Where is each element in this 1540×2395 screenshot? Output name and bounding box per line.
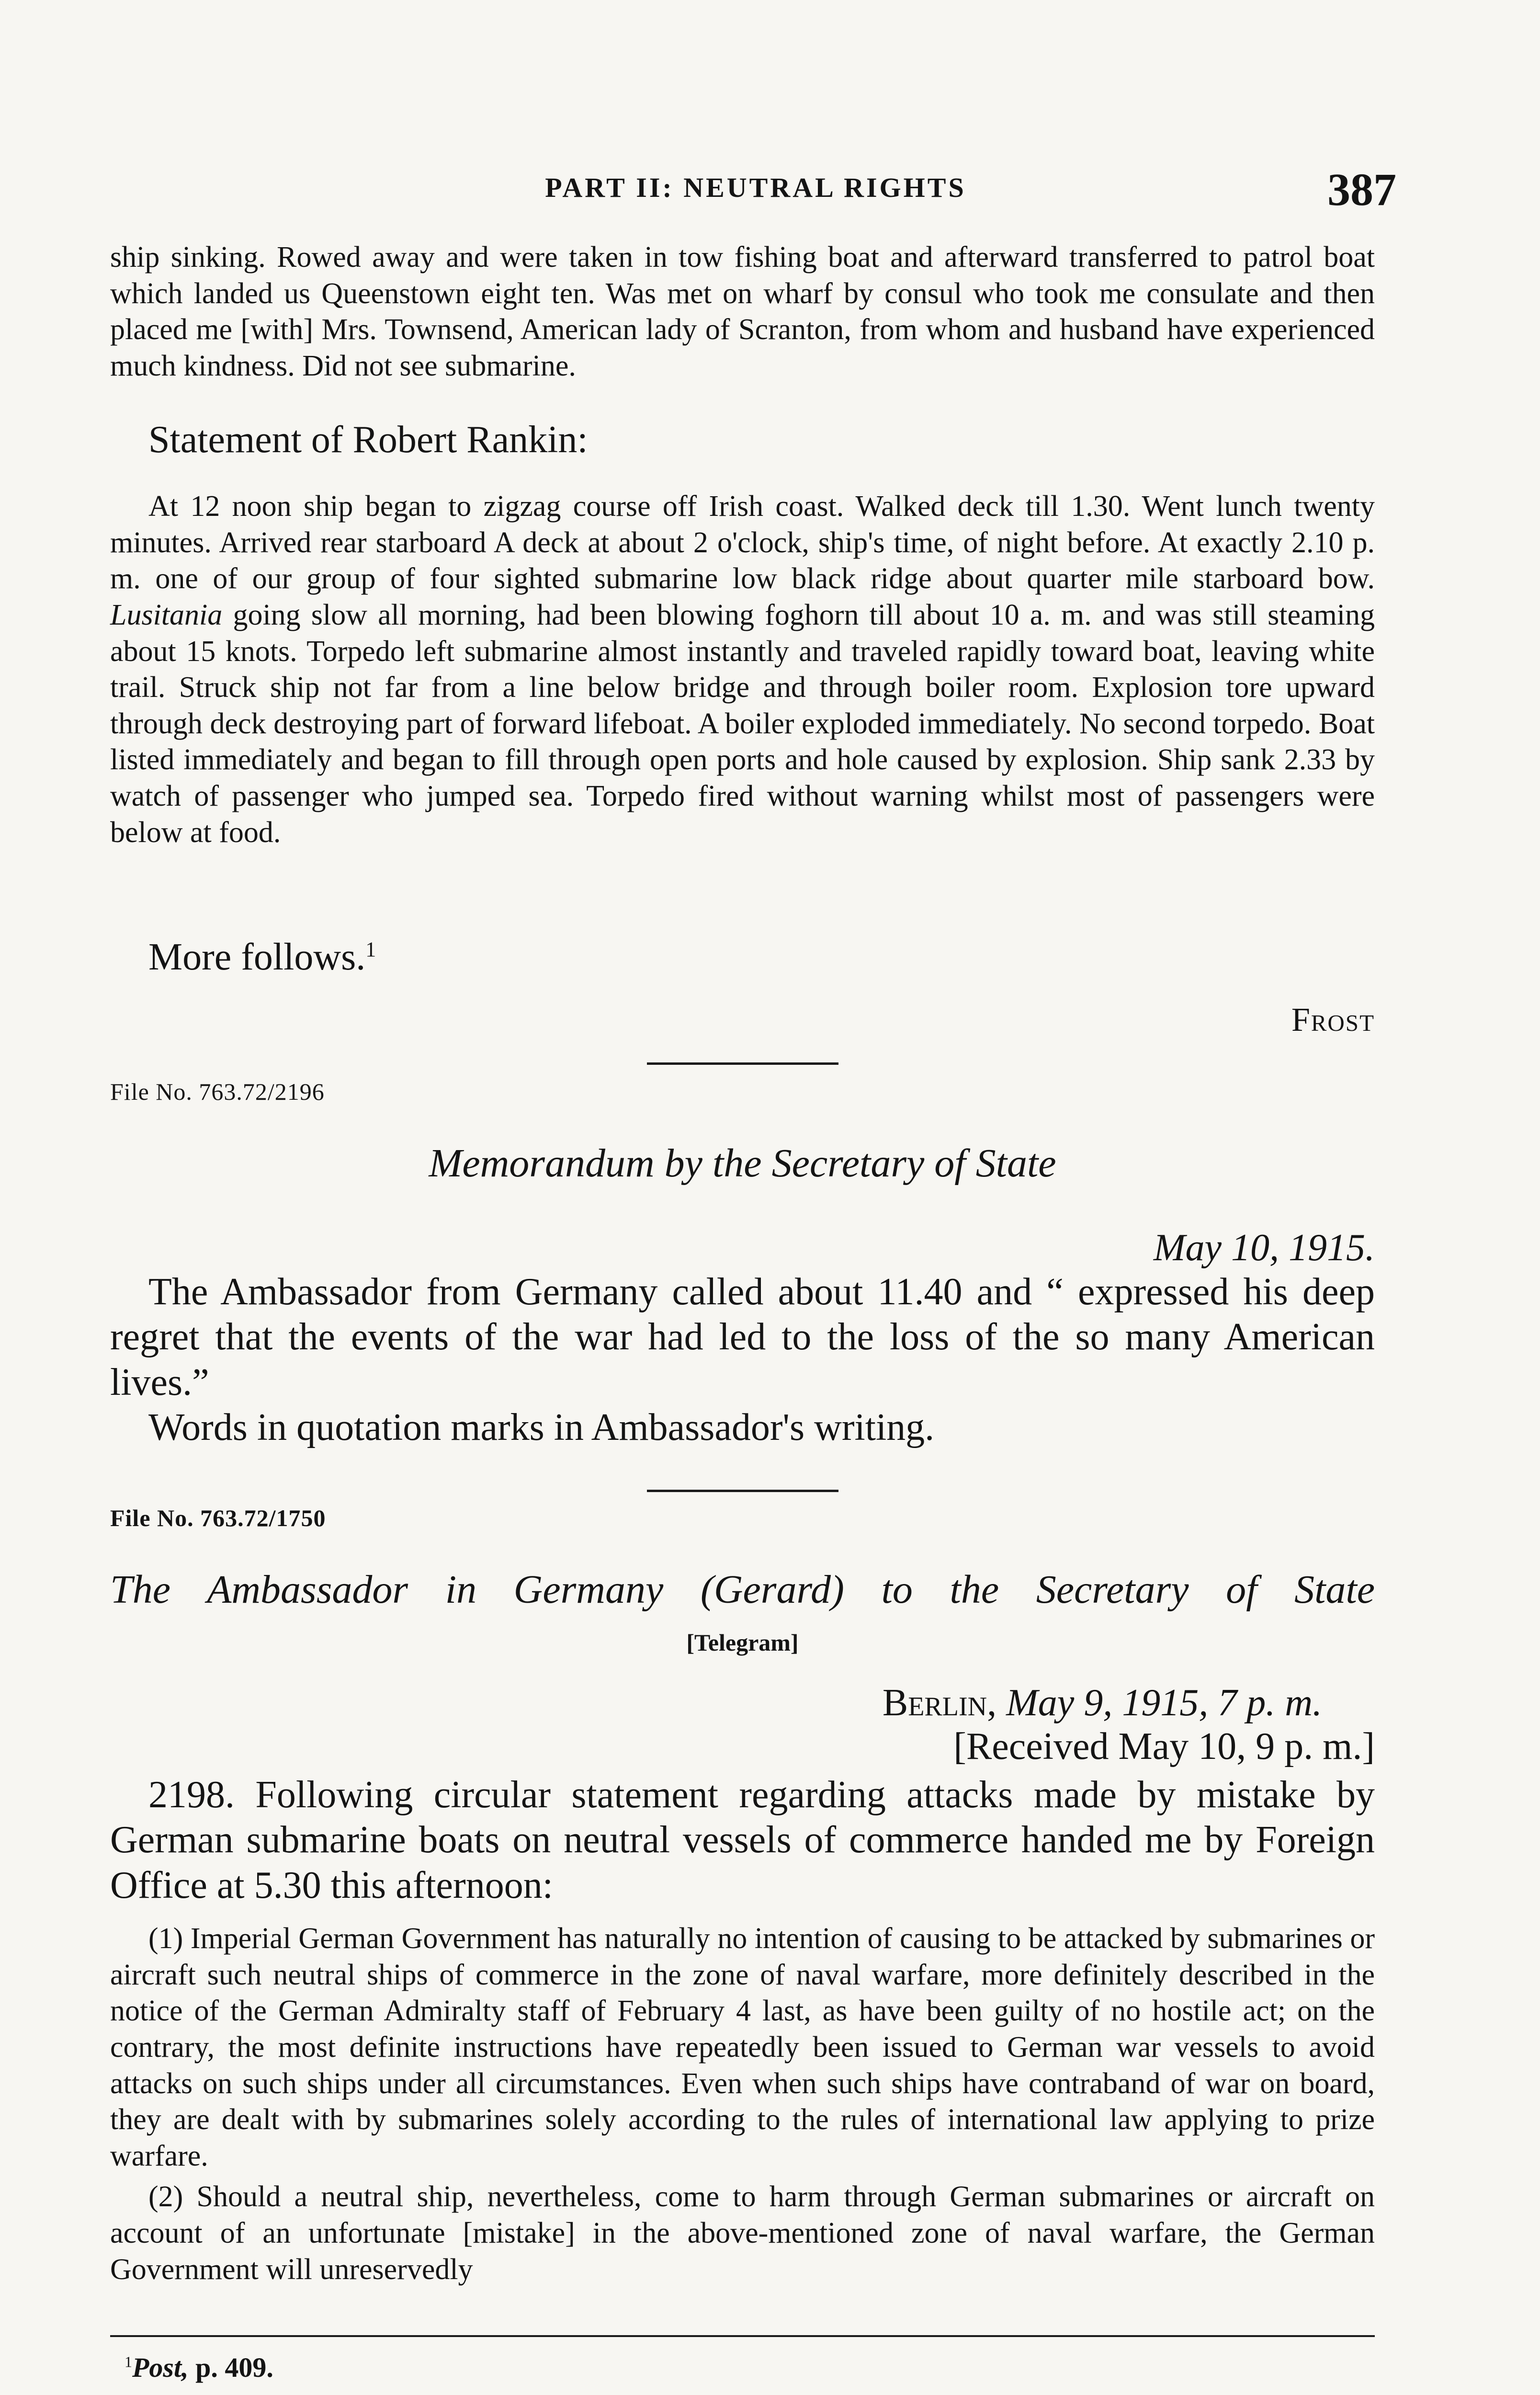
telegram-date (110, 1681, 1375, 1725)
report-continuation: ship sinking. Rowed away and were taken in tow fishing boat and afterward transferred to patrol boat which landed us Queenstown eight ten. Was met on wharf by consul who took me consulate and then placed me [with] Mrs. Townsend, American lady of Scranton, from whom and husband have experienced much kindness. Did not see submarine. (110, 241, 1375, 382)
footnote-rule (110, 2335, 1375, 2337)
signature: Frost (1291, 1002, 1375, 1038)
more-follows-block (110, 934, 1375, 980)
telegram-items (110, 1921, 1375, 2288)
telegram-title-block (110, 1566, 1375, 1613)
telegram-file-block (110, 1504, 1375, 1532)
memorandum-date: May 10, 1915. (1153, 1227, 1375, 1269)
rankin-heading-block (110, 417, 1375, 463)
more-follows (110, 934, 1375, 980)
telegram-intro-block (110, 1772, 1375, 1908)
section-divider (647, 1490, 838, 1492)
place: Berlin, (882, 1682, 997, 1724)
rankin-part-2: going slow all morning, had been blowing foghorn till about 10 a. m. and was still steaming about 15 knots. Torpedo left submarine almost instantly and traveled rapidly toward boat, leaving white trail. Struck ship not far from a line below bridge and through boiler room. Explosion tore upward through deck destroying part of forward lifeboat. A boiler exploded immediately. No second torpedo. Boat listed immediately and began to fill through open ports and hole caused by explosion. Ship sank 2.33 by watch of passenger who jumped sea. Torpedo fired without warning whilst most of passengers were below at food. (110, 598, 1375, 849)
frost-report-section (110, 240, 1375, 385)
memorandum-body (110, 1269, 1375, 1450)
telegram-title: The Ambassador in Germany (Gerard) to the Secretary of State (110, 1567, 1375, 1612)
page-number: 387 (1327, 164, 1396, 215)
file-number: File No. 763.72/2196 (110, 1078, 325, 1105)
footnote-marker: 1 (365, 937, 376, 961)
telegram-tag-block (110, 1629, 1375, 1656)
ship-name: Lusitania (110, 598, 223, 631)
telegram-intro: 2198. Following circular statement regarding attacks made by mistake by German submarine boats on neutral vessels of commerce handed me by Foreign Office at 5.30 this afternoon: (110, 1774, 1375, 1906)
page-header (115, 163, 1396, 220)
more-follows-text: More follows. (148, 936, 366, 978)
memorandum-paragraph-2: Words in quotation marks in Ambassador's writing. (148, 1406, 935, 1449)
date: May 9, 1915, 7 p. m. (1006, 1682, 1322, 1724)
memorandum-file-block (110, 1078, 1375, 1106)
file-number: File No. 763.72/1750 (110, 1505, 326, 1531)
telegram-dateline (110, 1681, 1375, 1768)
separator-1 (110, 1062, 1375, 1065)
telegram-item-1: (1) Imperial German Government has naturally no intention of causing to be attacked by submarines or aircraft such neutral ships of commerce in the zone of naval warfare, more definitely described in the notice of the German Admiralty staff of February 4 last, as have been guilty of no hostile act; on the contrary, the most definite instructions have repeatedly been issued to German war vessels to avoid attacks on such ships under all circumstances. Even when such ships have contraband of war on board, they are dealt with by submarines solely according to the rules of international law applying to prize warfare. (110, 1922, 1375, 2172)
rankin-part-1: At 12 noon ship began to zigzag course off Irish coast. Walked deck till 1.30. Went lunch twenty minutes. Arrived rear starboard A deck at about 2 o'clock, ship's time, of night before. At exactly 2.10 p. m. one of our group of four sighted submarine low black ridge about quarter mile starboard bow. (110, 490, 1375, 595)
memorandum-date-block (110, 1226, 1375, 1270)
footnote-ref: Post, (132, 2352, 189, 2383)
telegram-tag: [Telegram] (686, 1629, 799, 1656)
footnote (110, 2351, 1375, 2384)
memorandum-paragraph-1: The Ambassador from Germany called about 11.40 and “ expressed his deep regret that the events of the war had led to the loss of the so many American lives.” (110, 1271, 1375, 1403)
section-divider (647, 1062, 838, 1065)
received-line: [Received May 10, 9 p. m.] (953, 1725, 1375, 1768)
telegram-item-2: (2) Should a neutral ship, nevertheless, come to harm through German submarines or aircraft on account of an unfortunate [mistake] in the above-mentioned zone of naval warfare, the German Government will unreservedly (110, 2180, 1375, 2286)
rankin-statement-text (110, 489, 1375, 851)
rankin-statement (110, 489, 1375, 851)
rankin-heading: Statement of Robert Rankin: (148, 419, 588, 461)
running-head: PART II: NEUTRAL RIGHTS (545, 172, 966, 203)
separator-2 (110, 1490, 1375, 1492)
signature-block (110, 1001, 1375, 1039)
memorandum-title-block (110, 1140, 1375, 1186)
memorandum-title: Memorandum by the Secretary of State (429, 1141, 1056, 1186)
footnote-block (110, 2335, 1375, 2384)
footnote-page: p. 409. (195, 2352, 273, 2383)
footnote-marker: 1 (125, 2353, 132, 2371)
